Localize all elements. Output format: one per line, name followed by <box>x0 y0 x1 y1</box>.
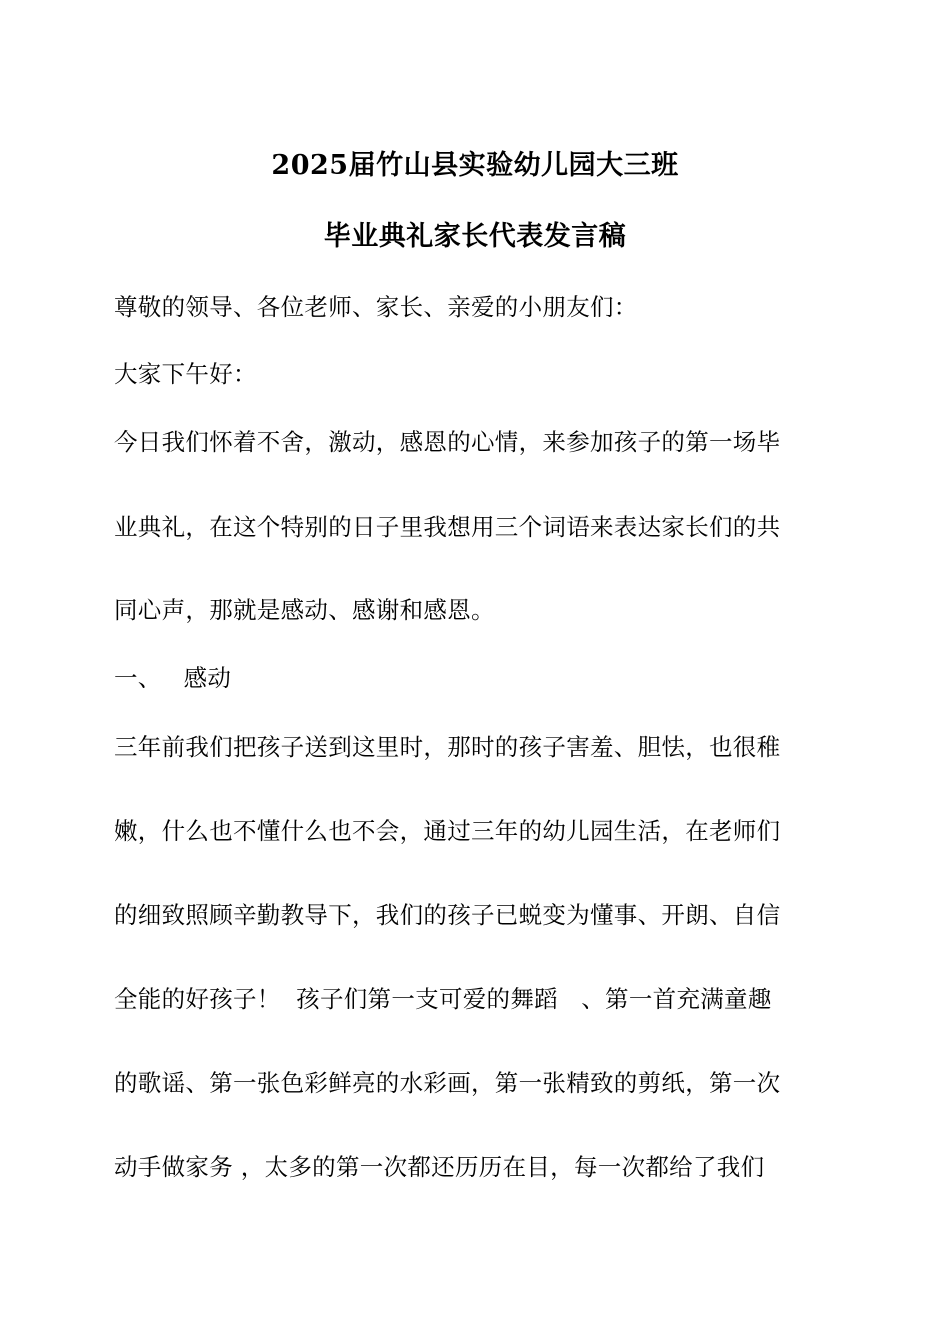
section-number: 一、 <box>114 664 162 692</box>
body-line: 动手做家务 ，太多的第一次都还历历在目，每一次都给了我们 <box>114 1153 765 1181</box>
document-title-line-2: 毕业典礼家长代表发言稿 <box>323 221 627 252</box>
body-line: 的细致照顾辛勤教导下，我们的孩子已蜕变为懂事、开朗、自信 <box>114 901 781 929</box>
intro-line: 同心声，那就是感动、感谢和感恩。 <box>114 596 495 624</box>
intro-line: 今日我们怀着不舍，激动，感恩的心情，来参加孩子的第一场毕 <box>114 428 781 456</box>
document-title-line-1: 2025届竹山县实验幼儿园大三班 <box>271 150 679 181</box>
body-line: 的歌谣、第一张色彩鲜亮的水彩画，第一张精致的剪纸，第一次 <box>114 1069 781 1097</box>
salutation: 尊敬的领导、各位老师、家长、亲爱的小朋友们： <box>114 293 638 321</box>
section-heading-text: 感动 <box>183 664 232 692</box>
intro-line: 业典礼，在这个特别的日子里我想用三个词语来表达家长们的共 <box>114 513 781 541</box>
body-line: 嫩，什么也不懂什么也不会，通过三年的幼儿园生活，在老师们 <box>114 817 781 845</box>
greeting: 大家下午好： <box>114 360 257 388</box>
body-line: 三年前我们把孩子送到这里时，那时的孩子害羞、胆怯，也很稚 <box>114 733 781 761</box>
section-heading <box>114 659 231 693</box>
body-line: 全能的好孩子！ 孩子们第一支可爱的舞蹈 、第一首充满童趣 <box>114 985 772 1013</box>
